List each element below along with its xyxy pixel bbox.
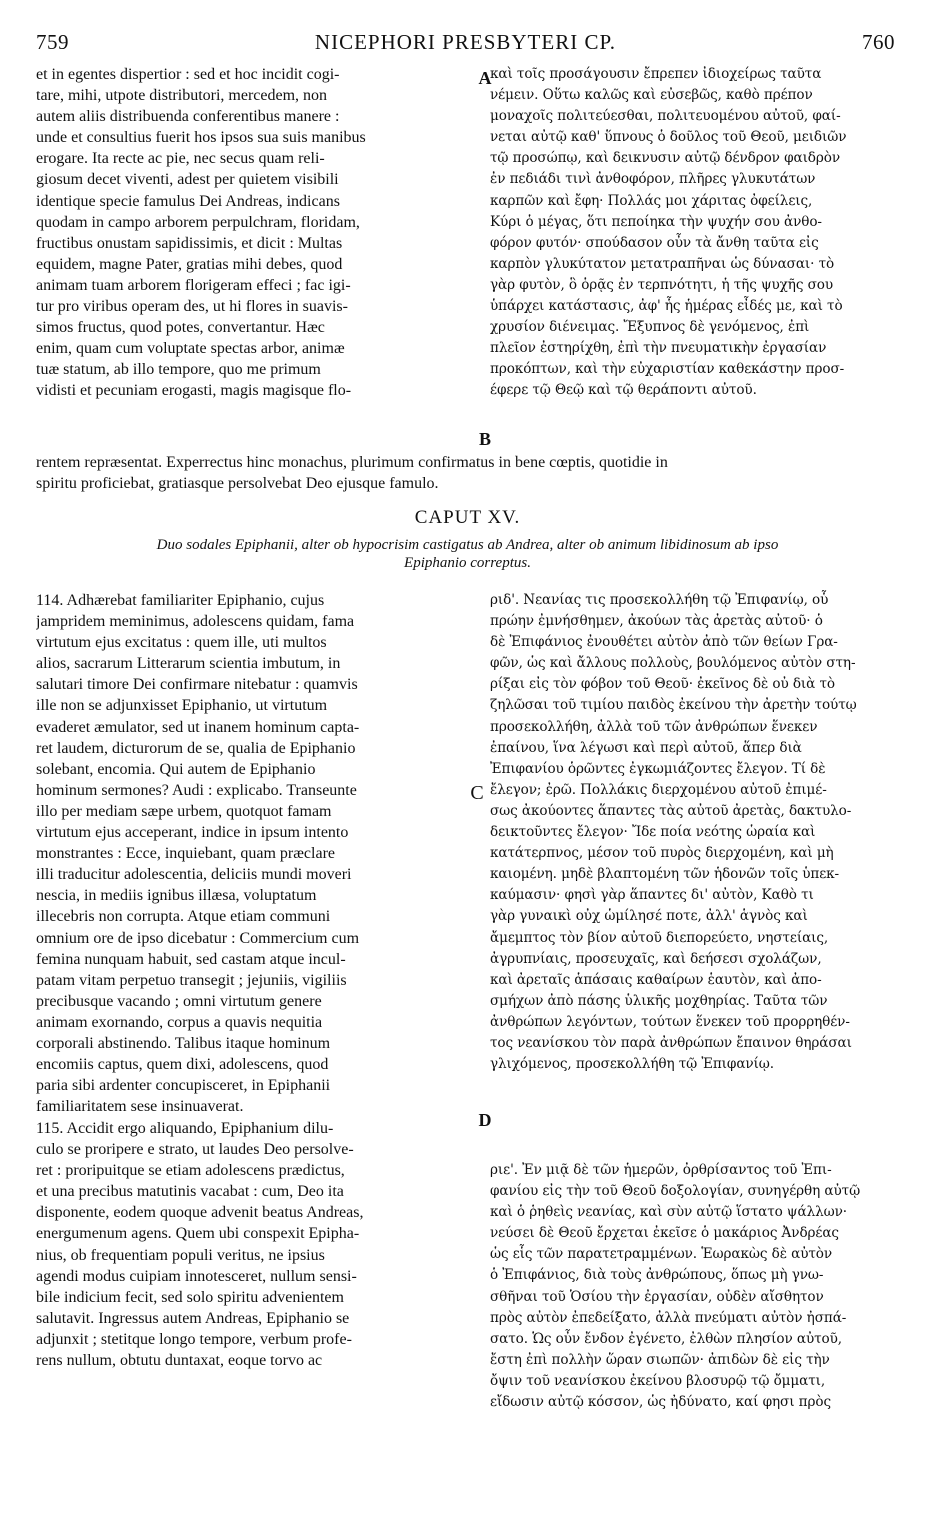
text-line: μοναχοῖς πολιτεύεσθαι, πολιτευομένου αὐτοῦ, φαί- — [490, 108, 841, 125]
text-line: monstrantes : Ecce, inquiebant, quam præclare — [36, 845, 336, 863]
text-line: energumenum agens. Quem ubi conspexit Epipha- — [36, 1225, 360, 1243]
text-line: tare, mihi, utpote distributori, mercedem, non — [36, 87, 328, 105]
text-line: giosum decet viventi, adest per quietem visibili — [36, 171, 339, 189]
text-line: fructibus onustam sapidissimis, et dicit : Multas — [36, 234, 343, 252]
text-line: et una precibus matutinis vacabat : cum, Deo ita — [36, 1183, 344, 1201]
text-line: virtutum ejus excitatus : quem ille, uti multos — [36, 634, 327, 652]
text-line: ἔλεγον; ἐρῶ. Πολλάκις διερχομένου αὐτοῦ ἐπιμέ- — [490, 781, 827, 798]
text-line: έφερε τῷ Θεῷ καὶ τῷ θεράποντι αὐτοῦ. — [490, 382, 757, 399]
text-line: καὶ τοῖς προσάγουσιν ἔπρεπεν ἰδιοχείρως ταῦτα — [490, 66, 822, 82]
text-line: familiaritatem sese insinuaverat. — [36, 1098, 244, 1116]
text-line: vidisti et pecuniam erogasti, magis magisque flo- — [36, 382, 352, 400]
running-header — [36, 30, 895, 60]
text-line: agendi modus cuipiam innotesceret, nullum sensi- — [36, 1267, 357, 1285]
text-line: χρυσίον διένειμας. Ἔξυπνος δὲ γενόμενος, ἐπὶ — [490, 319, 810, 336]
text-line: δεικτοῦντες ἔλεγον· Ἴδε ποία νεότης ὡραία καὶ — [490, 824, 816, 841]
text-line: ὡς εἷς τῶν παρατετραμμένων. Ἑωρακὼς δὲ αὐτὸν — [490, 1246, 833, 1263]
text-line: femina nunquam habuit, sed castam atque incul- — [36, 950, 346, 968]
text-line: ἐπαίνου, ἵνα λέγωσι καὶ περὶ αὐτοῦ, ἅπερ διὰ — [490, 739, 802, 756]
text-line: καὶ ἀρεταῖς ἁπάσαις καθαίρων ἑαυτὸν, καὶ ἀπο- — [490, 971, 822, 988]
text-line: adjunxit ; stetitque longo tempore, verbum profe- — [36, 1330, 352, 1348]
text-line: γλιχόμενος, προσεκολλήθη τῷ Ἐπιφανίῳ. — [490, 1056, 774, 1073]
text-line: φανίου εἰς τὴν τοῦ Θεοῦ δοξολογίαν, συνηγέρθη αὐτῷ — [490, 1183, 861, 1200]
text-line: illi traducitur adolescentia, deliciis mundi moveri — [36, 866, 352, 884]
text-line: καιομένη. μηδὲ βλαπτομένη τῶν ἡδονῶν τοῖς ὑπεκ- — [490, 866, 840, 883]
text-line: καύμασιν· φησὶ γὰρ ἅπαντες δι' αὐτὸν, Καθὸ τι — [490, 887, 814, 904]
text-line: γὰρ γυναικὶ οὐχ ὡμίλησέ ποτε, ἀλλ' ἁγνὸς καὶ — [490, 908, 808, 925]
page-number-left: 759 — [36, 30, 69, 54]
text-line: ἔστη ἐπὶ πολλὴν ὥραν σιωπῶν· ἀπιδὼν δὲ εἰς τὴν — [490, 1351, 830, 1368]
text-line: καρπῶν καὶ ἔφη· Πολλάς μοι χάριτας ὀφείλεις, — [490, 192, 813, 209]
text-line: nescia, in mediis ignibus illæsa, voluptatum — [36, 887, 317, 905]
text-line: ὑπάρχει κατάστασις, ἀφ' ἧς ἡμέρας εἶδές με, καὶ τὸ — [490, 298, 843, 315]
greek-section-115 — [490, 1160, 900, 1413]
text-line: ζηλῶσαι τοῦ τιμίου παιδὸς ἐκείνου τὴν ἀρετὴν τούτῳ — [490, 697, 857, 714]
text-line: γὰρ φυτὸν, ὃ ὁρᾷς ἐν τερπνότητι, ἡ τῆς ψυχῆς σου — [490, 276, 834, 293]
text-line: σως ἀκούοντες ἅπαντες τὰς αὐτοῦ ἀρετὰς, δακτυλο- — [490, 802, 852, 819]
text-line: simos fructus, quod potes, convertantur. Hæc — [36, 319, 325, 337]
text-line: evaderet æmulator, sed ut inanem hominum capta- — [36, 718, 360, 736]
chapter-heading: CAPUT XV. — [414, 507, 521, 528]
text-line: ἐν πεδιάδι τινὶ ἀνθοφόρον, πλῆρες γλυκυτάτων — [490, 171, 816, 188]
text-line: culo se proripere e strato, ut laudes Deo persolve- — [36, 1141, 354, 1159]
text-line: ille non se adjunxisset Epiphanio, ut virtutum — [36, 697, 328, 715]
text-line: φόρον φυτόν· σπούδασον οὖν τὰ ἄνθη ταῦτα εἰς — [490, 234, 819, 251]
text-line: 114. Adhærebat familiariter Epiphanio, cujus — [36, 592, 325, 609]
text-line: spiritu proficiebat, gratiasque persolvebat Deo ejusque famulo. — [36, 475, 439, 492]
text-line: equidem, magne Pater, gratias mihi debes, quod — [36, 255, 343, 273]
latin-section-115 — [36, 1118, 476, 1371]
text-line: πρὸς αὐτὸν ἐπεδείξατο, ἀλλὰ πνεύματι αὐτὸν ἠσπά- — [490, 1309, 847, 1326]
text-line: omnium ore de ipso dicebatur : Commercium cum — [36, 929, 360, 947]
margin-letter-c: C — [470, 782, 484, 804]
chapter-summary-line-2: Epiphanio correptus. — [404, 555, 531, 571]
text-line: τῷ προσώπῳ, καὶ δεικνυσιν αὐτῷ δένδρον φαιδρὸν — [490, 150, 841, 167]
text-line: ret laudem, dicturorum de se, qualia de Epiphanio — [36, 739, 356, 757]
text-line: ριδ'. Νεανίας τις προσεκολλήθη τῷ Ἐπιφανίῳ, οὗ — [490, 592, 829, 608]
text-line: τος νεανίσκου τὸν παρὰ ἀνθρώπων ἔπαινον θηράσαι — [490, 1034, 852, 1051]
text-line: solebant, encomia. Qui autem de Epiphanio — [36, 760, 316, 778]
text-line: ret : proripuitque se etiam adolescens prædictus, — [36, 1162, 345, 1180]
text-line: ἀγρυπνίαις, προσευχαῖς, καὶ δεήσεσι σχολάζων, — [490, 950, 822, 967]
text-line: disponente, eodem quoque advenit beatus Andreas, — [36, 1204, 364, 1222]
text-line: alios, sacrarum Litterarum scientia imbutum, in — [36, 655, 341, 673]
text-line: σμήχων ἀπὸ πάσης ὑλικῆς μοχθηρίας. Ταῦτα τῶν — [490, 992, 828, 1009]
text-line: νέμειν. Οὕτω καλῶς καὶ εὐσεβῶς, καθὸ πρέπον — [490, 87, 813, 104]
text-line: πλεῖον ἐστηρίχθη, ἐπὶ τὴν πνευματικὴν ἐργασίαν — [490, 340, 827, 357]
chapter-summary — [60, 536, 875, 572]
text-line: enim, quam cum voluptate spectas arbor, animæ — [36, 340, 345, 358]
text-line: animam tuam arborem florigeram effeci ; fac igi- — [36, 276, 351, 294]
text-line: πρώην ἐμνήσθημεν, ἀκούων τὰς ἀρετὰς αὐτοῦ· ὁ — [490, 613, 823, 630]
text-line: salutavit. Ingressus autem Andreas, Epiphanio se — [36, 1309, 350, 1327]
greek-column-top — [490, 64, 900, 402]
text-line: ρίξαι εἰς τὸν φόβον τοῦ Θεοῦ· ἐκεῖνος δὲ οὐ διὰ τὸ — [490, 676, 835, 693]
text-line: precibusque vacando ; omni virtutum genere — [36, 992, 322, 1010]
text-line: corporali abstinendo. Talibus itaque hominum — [36, 1034, 331, 1052]
text-line: ἄμεμπτος τὸν βίον αὐτοῦ διεπορεύετο, νηστείαις, — [490, 929, 829, 946]
text-line: jampridem meminimus, adolescens quidam, fama — [36, 613, 355, 631]
text-line: δὲ Ἐπιφάνιος ἐνουθέτει αὐτὸν ἀπὸ τῶν θείων Γρα- — [490, 634, 838, 651]
text-line: σατο. Ὡς οὖν ἔνδον ἐγένετο, ἐλθὼν πλησίον αὐτοῦ, — [490, 1330, 842, 1347]
text-line: Ἐπιφανίου ὁρῶντες ἐγκωμιάζοντες ἔλεγον. Τί δὲ — [490, 760, 826, 777]
text-line: virtutum ejus acceperant, indice in ipsum intento — [36, 824, 349, 842]
text-line: animam exornando, corpus a quavis nequitia — [36, 1013, 323, 1031]
chapter-summary-line-1: Duo sodales Epiphanii, alter ob hypocrisim castigatus ab Andrea, alter ob animum libidinosum ab ipso — [156, 537, 779, 553]
latin-full-width-text — [36, 452, 900, 494]
text-line: ὁ Ἐπιφάνιος, διὰ τοὺς ἀνθρώπους, ὅπως μὴ γνω- — [490, 1267, 824, 1284]
text-line: κατάτερπνος, μέσον τοῦ πυρὸς διερχομένη, καὶ μὴ — [490, 845, 834, 862]
text-line: encomiis captus, quem dixi, adolescens, quod — [36, 1056, 329, 1074]
text-line: προκόπτων, καὶ τὴν εὐχαριστίαν καθεκάστην προσ- — [490, 361, 845, 378]
text-line: σθῆναι τοῦ Ὁσίου τὴν ἐργασίαν, οὐδὲν αἴσθητον — [490, 1288, 824, 1305]
text-line: hominum sermones? Audi : explicabo. Transeunte — [36, 781, 357, 799]
text-line: identique specie famulus Dei Andreas, indicans — [36, 192, 340, 210]
page-number-right: 760 — [861, 30, 895, 54]
text-line: et in egentes dispertior : sed et hoc incidit cogi- — [36, 66, 340, 83]
text-line: νεύσει δὲ Θεοῦ ἔρχεται ἐκεῖσε ὁ μακάριος Ἀνδρέας — [490, 1225, 839, 1242]
running-title: NICEPHORI PRESBYTERI CP. — [314, 30, 617, 54]
text-line: tur pro viribus operam des, ut hi flores in suavis- — [36, 298, 348, 316]
text-line: illo per mediam sæpe urbem, quotquot famam — [36, 802, 332, 820]
text-line: νεται αὐτῷ καθ' ὕπνους ὁ δοῦλος τοῦ Θεοῦ, μειδιῶν — [490, 129, 847, 146]
text-line: 115. Accidit ergo aliquando, Epiphanium dilu- — [36, 1120, 334, 1137]
latin-section-114 — [36, 590, 476, 1117]
text-line: καρπὸν γλυκύτατον μετατραπῆναι ὡς δύνασαι· τὸ — [490, 255, 835, 272]
text-line: salutari timore Dei confirmare nitebatur : quamvis — [36, 676, 358, 694]
text-line: bile indicium fecit, sed solo spiritu advenientem — [36, 1288, 344, 1306]
text-line: quodam in campo arborem perpulchram, floridam, — [36, 213, 360, 231]
greek-section-114 — [490, 590, 900, 1075]
text-line: rens nullum, obtutu duntaxat, eoque torvo ac — [36, 1352, 323, 1370]
text-line: ὄψιν τοῦ νεανίσκου ἐκείνου βλοσυρῷ τῷ ὄμματι, — [490, 1372, 826, 1389]
text-line: nius, ob frequentiam populi veritus, ne ipsius — [36, 1246, 325, 1264]
text-line: φῶν, ὡς καὶ ἄλλους πολλοὺς, βουλόμενος αὐτὸν στη- — [490, 655, 856, 672]
text-line: tuæ statum, ab illo tempore, quo me primum — [36, 361, 321, 379]
margin-letter-a: A — [478, 68, 492, 88]
text-line: unde et consultius fuerit hos ipsos sua suis manibus — [36, 129, 366, 147]
text-line: paria sibi ardenter concupisceret, in Epiphanii — [36, 1077, 331, 1095]
text-line: καὶ ὁ ῥηθεὶς νεανίας, καὶ σὺν αὐτῷ ἵστατο ψάλλων· — [490, 1204, 847, 1221]
text-line: Κύρι ὁ μέγας, ὅτι πεποίηκα τὴν ψυχήν σου ἀνθο- — [490, 213, 822, 230]
text-line: προσεκολλήθη, ἀλλὰ τοῦ τῶν ἀνθρώπων ἕνεκεν — [490, 718, 818, 735]
text-line: εἴδωσιν αὐτῷ κόσσον, ὡς ἠδύνατο, καί φησι πρὸς — [490, 1394, 831, 1411]
latin-column-top — [36, 64, 476, 402]
text-line: patam vitam perpetuo transegit ; jejuniis, vigiliis — [36, 971, 347, 989]
text-line: ἀνθρώπων λεγόντων, τούτων ἕνεκεν τοῦ προρρηθέν- — [490, 1013, 850, 1030]
margin-letter-d: D — [478, 1110, 492, 1130]
margin-letter-b: B — [478, 429, 491, 449]
text-line: illecebris non corrupta. Atque etiam communi — [36, 908, 331, 926]
text-line: autem aliis distribuenda conferentibus manere : — [36, 108, 340, 126]
text-line: ριε'. Ἐν μιᾷ δὲ τῶν ἡμερῶν, ὀρθρίσαντος τοῦ Ἐπι- — [490, 1162, 832, 1178]
text-line: rentem repræsentat. Experrectus hinc monachus, plurimum confirmatus in bene cœptis, quotidie in — [36, 454, 668, 471]
text-line: erogare. Ita recte ac pie, nec secus quam reli- — [36, 150, 325, 168]
